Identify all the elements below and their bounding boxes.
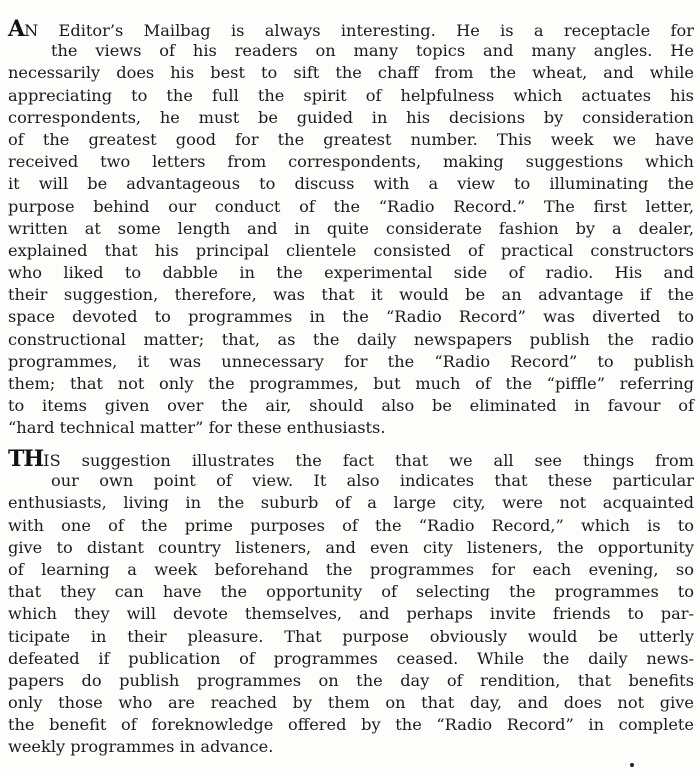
text-line: that they can have the opportunity of selecting the programmes to xyxy=(8,582,694,602)
text-line: our own point of view. It also indicates that these particular xyxy=(51,471,694,491)
text-line: “hard technical matter” for these enthusiasts. xyxy=(8,418,386,438)
text-line: who liked to dabble in the experimental side of radio. His and xyxy=(8,263,694,283)
text-line: appreciating to the full the spirit of helpfulness which actuates his xyxy=(8,85,694,105)
paragraph-suggestion xyxy=(8,448,694,759)
text-line: weekly programmes in advance. xyxy=(8,737,274,757)
text-line: necessarily does his best to sift the chaff from the wheat, and while xyxy=(8,63,694,83)
text-line: only those who are reached by them on that day, and does not give xyxy=(8,693,694,713)
text-line: correspondents, he must be guided in his decisions by consideration xyxy=(8,107,694,127)
text-line: space devoted to programmes in the “Radio Record” was diverted to xyxy=(8,307,694,327)
text-line: ticipate in their pleasure. That purpose obviously would be utterly xyxy=(8,626,694,646)
text-line: defeated if publication of programmes ceased. While the daily news- xyxy=(8,648,694,668)
text-line: to items given over the air, should also be eliminated in favour of xyxy=(8,396,694,416)
text-line: give to distant country listeners, and even city listeners, the opportunity xyxy=(8,537,694,557)
text-line: AN Editor’s Mailbag is always interesting. He is a receptacle for xyxy=(8,16,694,42)
text-line: written at some length and in quite considerate fashion by a dealer, xyxy=(8,218,694,238)
text-line: their suggestion, therefore, was that it would be an advantage if the xyxy=(8,285,694,305)
text-line: papers do publish programmes on the day of rendition, that benefits xyxy=(8,670,694,690)
text-line: the benefit of foreknowledge offered by the “Radio Record” in complete xyxy=(8,715,694,735)
text-line: which they will devote themselves, and perhaps invite friends to par- xyxy=(8,604,694,624)
text-line: explained that his principal clientele consisted of practical constructors xyxy=(8,240,694,260)
drop-cap: A xyxy=(8,16,25,42)
text-line: it will be advantageous to discuss with a view to illuminating the xyxy=(8,174,694,194)
text-line: THIS suggestion illustrates the fact that we all see things from xyxy=(8,446,694,472)
text-line: purpose behind our conduct of the “Radio Record.” The first letter, xyxy=(8,196,694,216)
text-line: the views of his readers on many topics and many angles. He xyxy=(51,41,694,61)
text-line: of the greatest good for the greatest number. This week we have xyxy=(8,129,694,149)
text-line: received two letters from correspondents, making suggestions which xyxy=(8,152,694,172)
drop-cap: TH xyxy=(8,446,44,472)
text-line: them; that not only the programmes, but much of the “piffle” referring xyxy=(8,374,694,393)
print-speck xyxy=(630,763,634,767)
text-line: constructional matter; that, as the daily newspapers publish the radio xyxy=(8,329,694,349)
text-line: enthusiasts, living in the suburb of a large city, were not acquainted xyxy=(8,493,694,513)
text-line: programmes, it was unnecessary for the “Radio Record” to publish xyxy=(8,351,694,371)
text-line: with one of the prime purposes of the “Radio Record,” which is to xyxy=(8,515,694,535)
paragraph-mailbag xyxy=(8,18,694,440)
text-line: of learning a week beforehand the programmes for each evening, so xyxy=(8,559,694,579)
